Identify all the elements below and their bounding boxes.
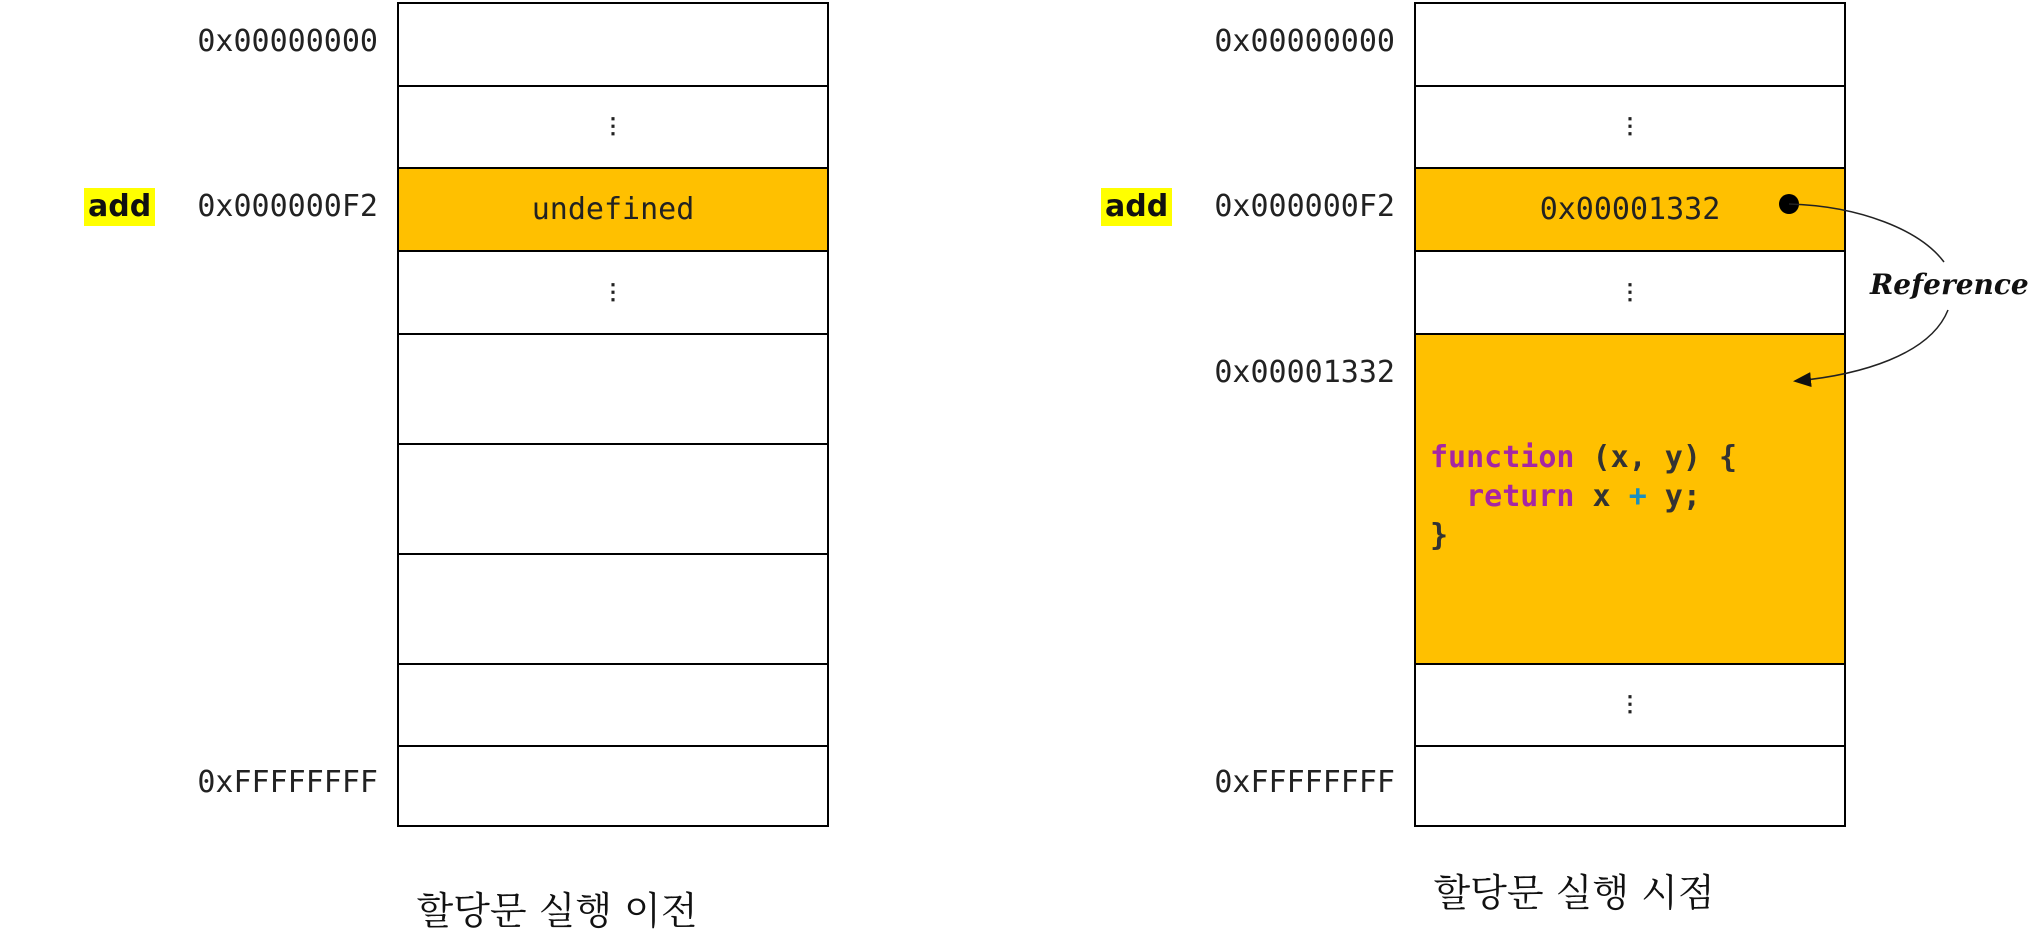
reference-curve-top <box>1789 204 1944 262</box>
ellipsis-icon: ⋮ <box>602 279 624 305</box>
code-expr-y: y; <box>1646 479 1701 514</box>
add-value: undefined <box>531 192 695 227</box>
ellipsis-icon: ⋮ <box>1619 692 1641 717</box>
caption-during: 할당문 실행 시점 <box>1433 871 1715 915</box>
variable-add-label: add <box>84 188 155 226</box>
address-function: 0x00001332 <box>1214 355 1395 390</box>
ellipsis-icon: ⋮ <box>602 114 624 139</box>
code-operator-plus: + <box>1628 479 1647 514</box>
code-close-brace: } <box>1430 518 1449 553</box>
add-value: 0x00001332 <box>1539 192 1721 227</box>
reference-label: Reference <box>1870 268 2029 301</box>
reference-curve-bottom <box>1796 310 1948 381</box>
code-expr-x: x <box>1574 479 1629 514</box>
caption-before: 할당문 실행 이전 <box>416 889 698 933</box>
ellipsis-icon: ⋮ <box>1619 114 1641 139</box>
address-first: 0x00000000 <box>1214 24 1395 59</box>
variable-add-label: add <box>1101 188 1172 226</box>
ellipsis-icon: ⋮ <box>1619 279 1641 305</box>
address-last: 0xFFFFFFFF <box>197 765 378 800</box>
code-keyword-function: function <box>1430 440 1575 475</box>
code-keyword-return: return <box>1466 479 1575 514</box>
address-last: 0xFFFFFFFF <box>1214 765 1395 800</box>
address-add: 0x000000F2 <box>1214 189 1395 224</box>
code-params: (x, y) { <box>1574 440 1738 475</box>
address-first: 0x00000000 <box>197 24 378 59</box>
address-add: 0x000000F2 <box>197 189 378 224</box>
